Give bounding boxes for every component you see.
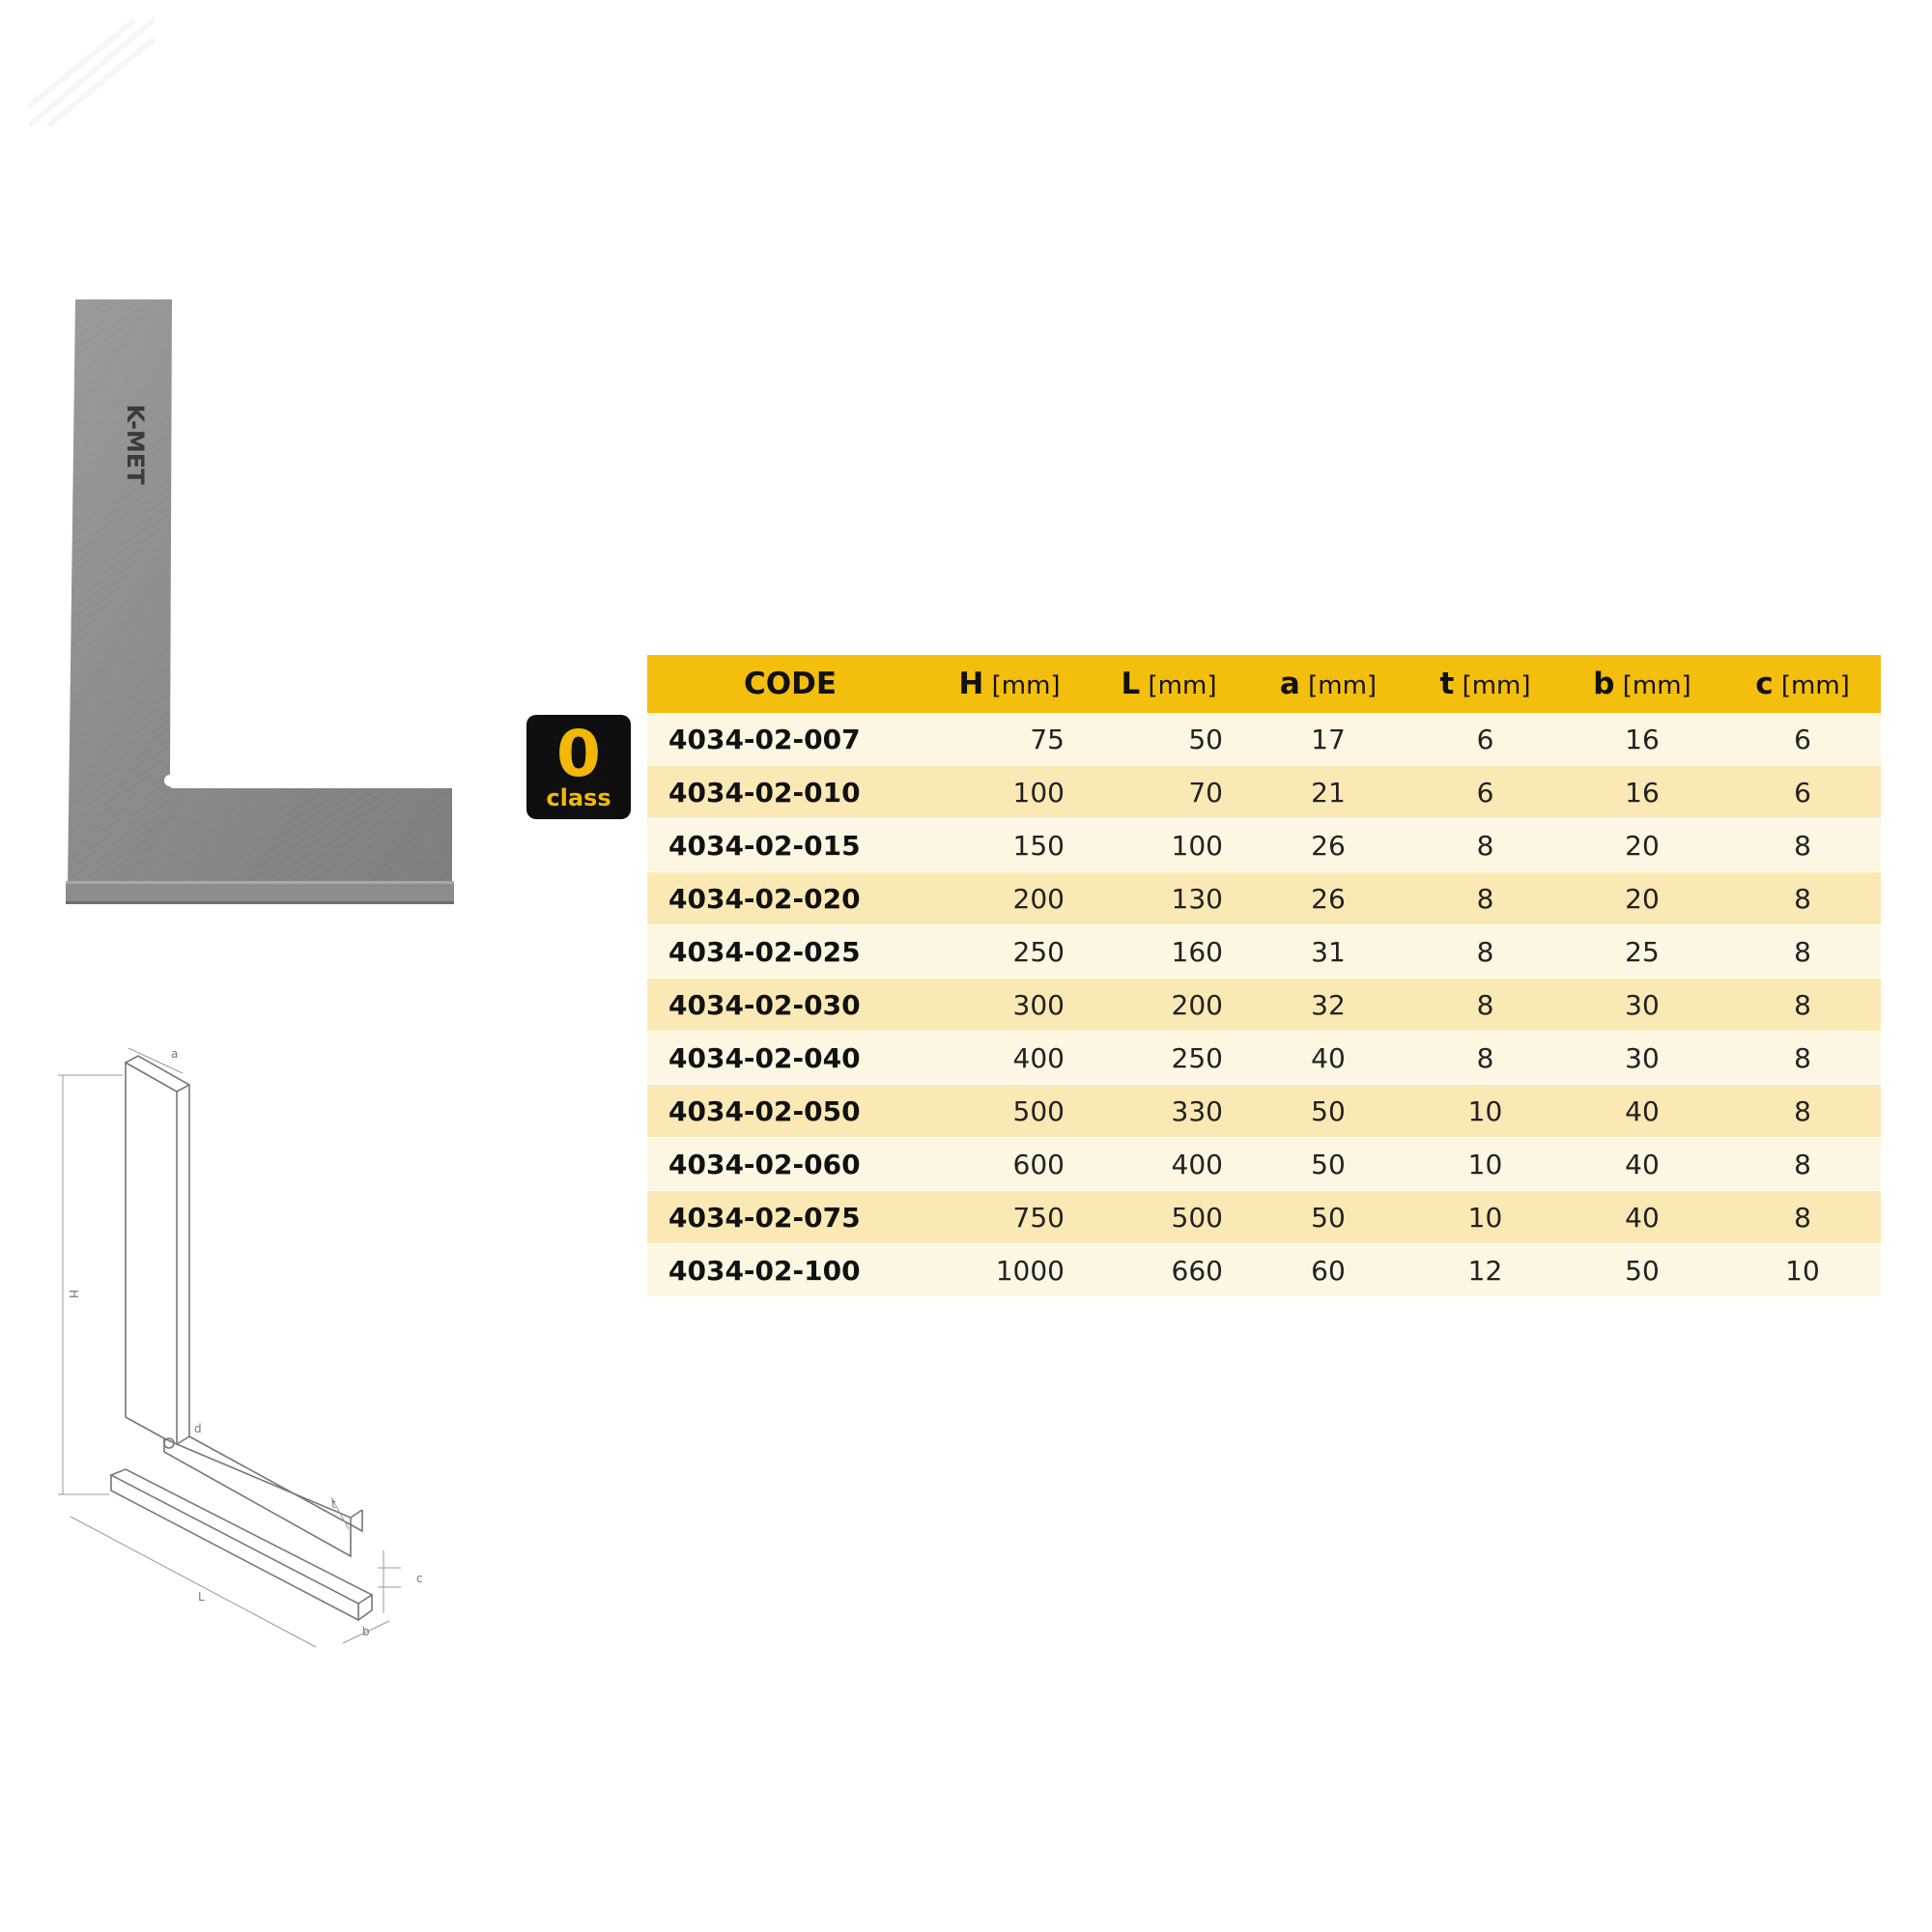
header-c: c [mm]: [1724, 655, 1881, 713]
cell-b: 16: [1560, 713, 1724, 766]
cell-code: 4034-02-030: [647, 979, 927, 1032]
accuracy-class-badge: [526, 715, 631, 819]
product-photo: [58, 290, 464, 908]
cell-L: 160: [1092, 925, 1246, 979]
cell-b: 40: [1560, 1191, 1724, 1244]
cell-c: 10: [1724, 1244, 1881, 1297]
cell-L: 500: [1092, 1191, 1246, 1244]
cell-c: 8: [1724, 1085, 1881, 1138]
cell-code: 4034-02-025: [647, 925, 927, 979]
cell-H: 1000: [927, 1244, 1092, 1297]
cell-t: 10: [1410, 1138, 1560, 1191]
cell-L: 400: [1092, 1138, 1246, 1191]
drawing-label-a: a: [171, 1048, 179, 1061]
cell-b: 20: [1560, 819, 1724, 872]
cell-a: 32: [1246, 979, 1410, 1032]
cell-H: 250: [927, 925, 1092, 979]
cell-b: 40: [1560, 1085, 1724, 1138]
header-t: t [mm]: [1410, 655, 1560, 713]
cell-t: 8: [1410, 819, 1560, 872]
header-H: H [mm]: [927, 655, 1092, 713]
table-row: [647, 1191, 1881, 1244]
table-row: [647, 925, 1881, 979]
cell-b: 20: [1560, 872, 1724, 925]
cell-code: 4034-02-020: [647, 872, 927, 925]
class-label: class: [546, 784, 611, 811]
cell-b: 30: [1560, 979, 1724, 1032]
cell-b: 40: [1560, 1138, 1724, 1191]
cell-t: 10: [1410, 1191, 1560, 1244]
cell-t: 8: [1410, 872, 1560, 925]
cell-b: 30: [1560, 1032, 1724, 1085]
cell-H: 150: [927, 819, 1092, 872]
cell-b: 50: [1560, 1244, 1724, 1297]
cell-L: 250: [1092, 1032, 1246, 1085]
cell-code: 4034-02-040: [647, 1032, 927, 1085]
cell-L: 100: [1092, 819, 1246, 872]
table-row: [647, 872, 1881, 925]
drawing-label-b: b: [362, 1625, 370, 1638]
cell-a: 50: [1246, 1085, 1410, 1138]
cell-H: 500: [927, 1085, 1092, 1138]
cell-t: 10: [1410, 1085, 1560, 1138]
cell-c: 8: [1724, 979, 1881, 1032]
cell-H: 75: [927, 713, 1092, 766]
cell-H: 750: [927, 1191, 1092, 1244]
drawing-label-c: c: [416, 1572, 423, 1585]
table-row: [647, 1085, 1881, 1138]
cell-t: 8: [1410, 979, 1560, 1032]
cell-a: 26: [1246, 819, 1410, 872]
cell-a: 21: [1246, 766, 1410, 819]
cell-code: 4034-02-015: [647, 819, 927, 872]
cell-H: 100: [927, 766, 1092, 819]
watermark-logo: [19, 10, 164, 135]
cell-L: 50: [1092, 713, 1246, 766]
cell-t: 12: [1410, 1244, 1560, 1297]
table-row: [647, 819, 1881, 872]
cell-a: 26: [1246, 872, 1410, 925]
cell-t: 8: [1410, 925, 1560, 979]
drawing-label-t: t: [331, 1497, 336, 1511]
table-row: [647, 713, 1881, 766]
cell-L: 70: [1092, 766, 1246, 819]
drawing-label-L: L: [198, 1590, 205, 1604]
table-row: [647, 766, 1881, 819]
cell-c: 8: [1724, 1032, 1881, 1085]
cell-H: 200: [927, 872, 1092, 925]
cell-L: 130: [1092, 872, 1246, 925]
dimension-drawing: [53, 1048, 459, 1671]
cell-H: 400: [927, 1032, 1092, 1085]
table-row: [647, 979, 1881, 1032]
drawing-label-H: H: [67, 1290, 80, 1299]
cell-c: 6: [1724, 766, 1881, 819]
header-code: CODE: [647, 655, 927, 713]
header-a: a [mm]: [1246, 655, 1410, 713]
cell-L: 660: [1092, 1244, 1246, 1297]
table-row: [647, 1032, 1881, 1085]
cell-a: 17: [1246, 713, 1410, 766]
cell-c: 6: [1724, 713, 1881, 766]
class-number: 0: [556, 717, 601, 791]
cell-a: 60: [1246, 1244, 1410, 1297]
header-b: b [mm]: [1560, 655, 1724, 713]
header-L: L [mm]: [1092, 655, 1246, 713]
cell-code: 4034-02-050: [647, 1085, 927, 1138]
table-row: [647, 1244, 1881, 1297]
table-header-row: [647, 655, 1881, 713]
cell-a: 50: [1246, 1138, 1410, 1191]
brand-engraving: K-MET: [122, 404, 149, 485]
cell-b: 25: [1560, 925, 1724, 979]
cell-t: 6: [1410, 713, 1560, 766]
cell-code: 4034-02-007: [647, 713, 927, 766]
cell-c: 8: [1724, 872, 1881, 925]
cell-b: 16: [1560, 766, 1724, 819]
cell-a: 31: [1246, 925, 1410, 979]
cell-c: 8: [1724, 1138, 1881, 1191]
cell-c: 8: [1724, 925, 1881, 979]
specification-table: [647, 655, 1881, 1297]
drawing-label-d: d: [194, 1422, 202, 1435]
cell-a: 40: [1246, 1032, 1410, 1085]
cell-code: 4034-02-075: [647, 1191, 927, 1244]
cell-L: 200: [1092, 979, 1246, 1032]
cell-t: 8: [1410, 1032, 1560, 1085]
cell-c: 8: [1724, 819, 1881, 872]
cell-a: 50: [1246, 1191, 1410, 1244]
cell-L: 330: [1092, 1085, 1246, 1138]
cell-code: 4034-02-060: [647, 1138, 927, 1191]
cell-code: 4034-02-010: [647, 766, 927, 819]
cell-H: 300: [927, 979, 1092, 1032]
table-row: [647, 1138, 1881, 1191]
cell-t: 6: [1410, 766, 1560, 819]
cell-H: 600: [927, 1138, 1092, 1191]
cell-code: 4034-02-100: [647, 1244, 927, 1297]
cell-c: 8: [1724, 1191, 1881, 1244]
